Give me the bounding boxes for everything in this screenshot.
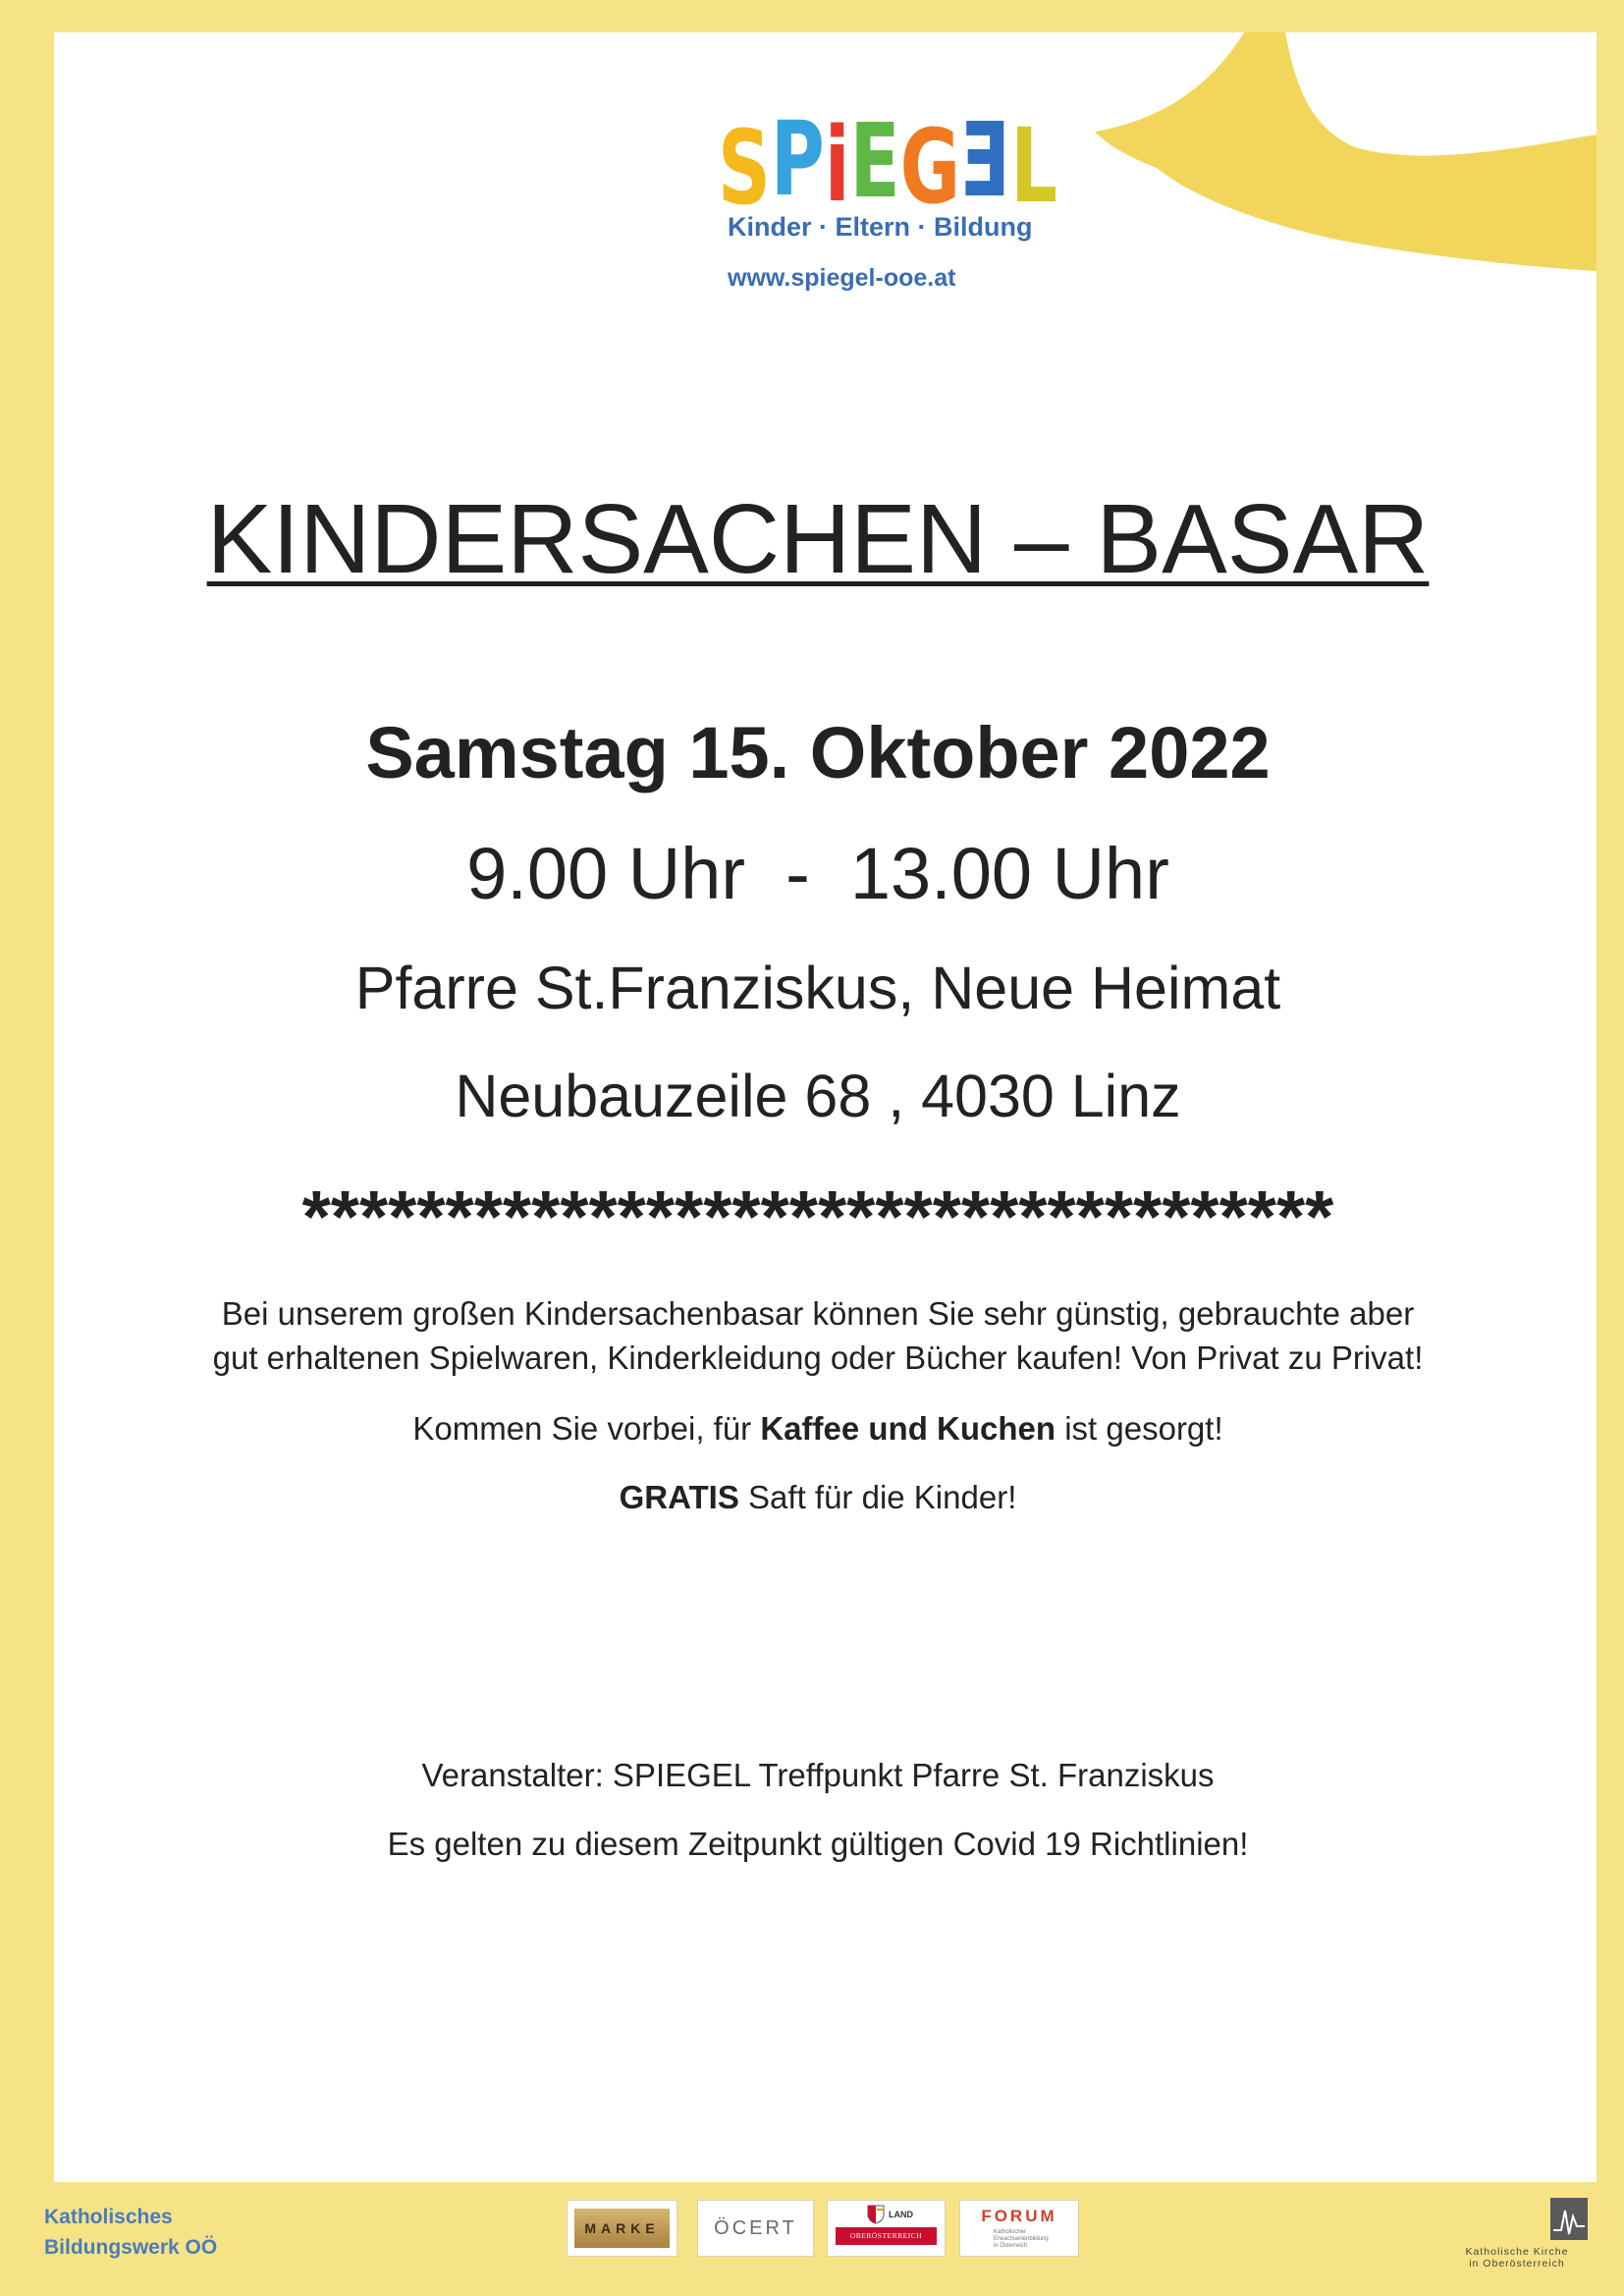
- logo-letter: L: [1010, 106, 1057, 226]
- land-logo-top: LAND: [889, 2210, 913, 2219]
- katholisches-bildungswerk-logo: [44, 2202, 217, 2263]
- land-logo-bar: OBERÖSTERREICH: [836, 2227, 937, 2245]
- katholische-kirche-logo-text: [1435, 2246, 1598, 2269]
- logo-tagline: Kinder · Eltern · Bildung: [728, 212, 1033, 242]
- katholische-kirche-icon: [1549, 2197, 1589, 2241]
- land-oberoesterreich-logo: [827, 2200, 946, 2257]
- event-address: Neubauzeile 68 , 4030 Linz: [455, 1063, 1181, 1129]
- logo-letter: i: [824, 105, 850, 225]
- forum-logo: [959, 2200, 1079, 2257]
- coffee-note-bold: Kaffee und Kuchen: [760, 1410, 1056, 1447]
- coffee-cake-note: [12, 1412, 1624, 1445]
- covid-notice: Es gelten zu diesem Zeitpunkt gültigen Covid 19 Richtlinien!: [387, 1826, 1249, 1862]
- free-juice-suffix: Saft für die Kinder!: [738, 1479, 1017, 1515]
- logo-letter: S: [718, 108, 771, 228]
- free-juice-note: [12, 1481, 1624, 1513]
- coat-of-arms-icon: [867, 2205, 885, 2224]
- kbw-logo-line-2: Bildungswerk OÖ: [44, 2236, 218, 2259]
- organizer-note: Veranstalter: SPIEGEL Treffpunkt Pfarre St. Franziskus: [421, 1757, 1215, 1793]
- forum-subtitle-line: Katholischer: [994, 2229, 1027, 2235]
- coffee-note-suffix: ist gesorgt!: [1056, 1410, 1223, 1447]
- description-line: gut erhaltenen Spielwaren, Kinderkleidung oder Bücher kaufen! Von Privat zu Privat!: [212, 1339, 1424, 1376]
- kirche-logo-line-1: Katholische Kirche: [1465, 2246, 1569, 2258]
- logo-letter: E: [960, 100, 1011, 220]
- kirche-logo-line-2: in Oberösterreich: [1469, 2258, 1565, 2269]
- description-line: Bei unserem großen Kindersachenbasar können Sie sehr günstig, gebrauchte aber: [221, 1295, 1415, 1332]
- forum-subtitle-line: Erwachsenenbildung: [994, 2236, 1049, 2242]
- logo-letter: E: [849, 101, 900, 221]
- kbw-logo-line-1: Katholisches: [44, 2206, 173, 2228]
- event-title-text: KINDERSACHEN – BASAR: [206, 484, 1430, 594]
- ocert-logo-text: ÖCERT: [714, 2216, 797, 2239]
- marke-logo: [567, 2200, 677, 2257]
- forum-subtitle-line: in Österreich: [994, 2243, 1028, 2249]
- event-date: Samstag 15. Oktober 2022: [365, 712, 1271, 793]
- marke-logo-text: MARKE: [574, 2209, 670, 2248]
- event-venue: Pfarre St.Franziskus, Neue Heimat: [354, 955, 1281, 1021]
- event-title: [12, 484, 1624, 594]
- forum-logo-subtitle: [994, 2229, 1049, 2250]
- logo-letter: G: [899, 107, 961, 227]
- website-url: www.spiegel-ooe.at: [728, 264, 956, 292]
- logo-letter: P: [770, 99, 825, 219]
- asterisk-separator: ************************************: [301, 1175, 1334, 1258]
- free-juice-bold: GRATIS: [619, 1479, 739, 1515]
- event-time: 9.00 Uhr - 13.00 Uhr: [466, 833, 1169, 914]
- forum-logo-title: FORUM: [981, 2207, 1057, 2225]
- ocert-logo: [697, 2200, 814, 2257]
- coffee-note-prefix: Kommen Sie vorbei, für: [412, 1410, 761, 1447]
